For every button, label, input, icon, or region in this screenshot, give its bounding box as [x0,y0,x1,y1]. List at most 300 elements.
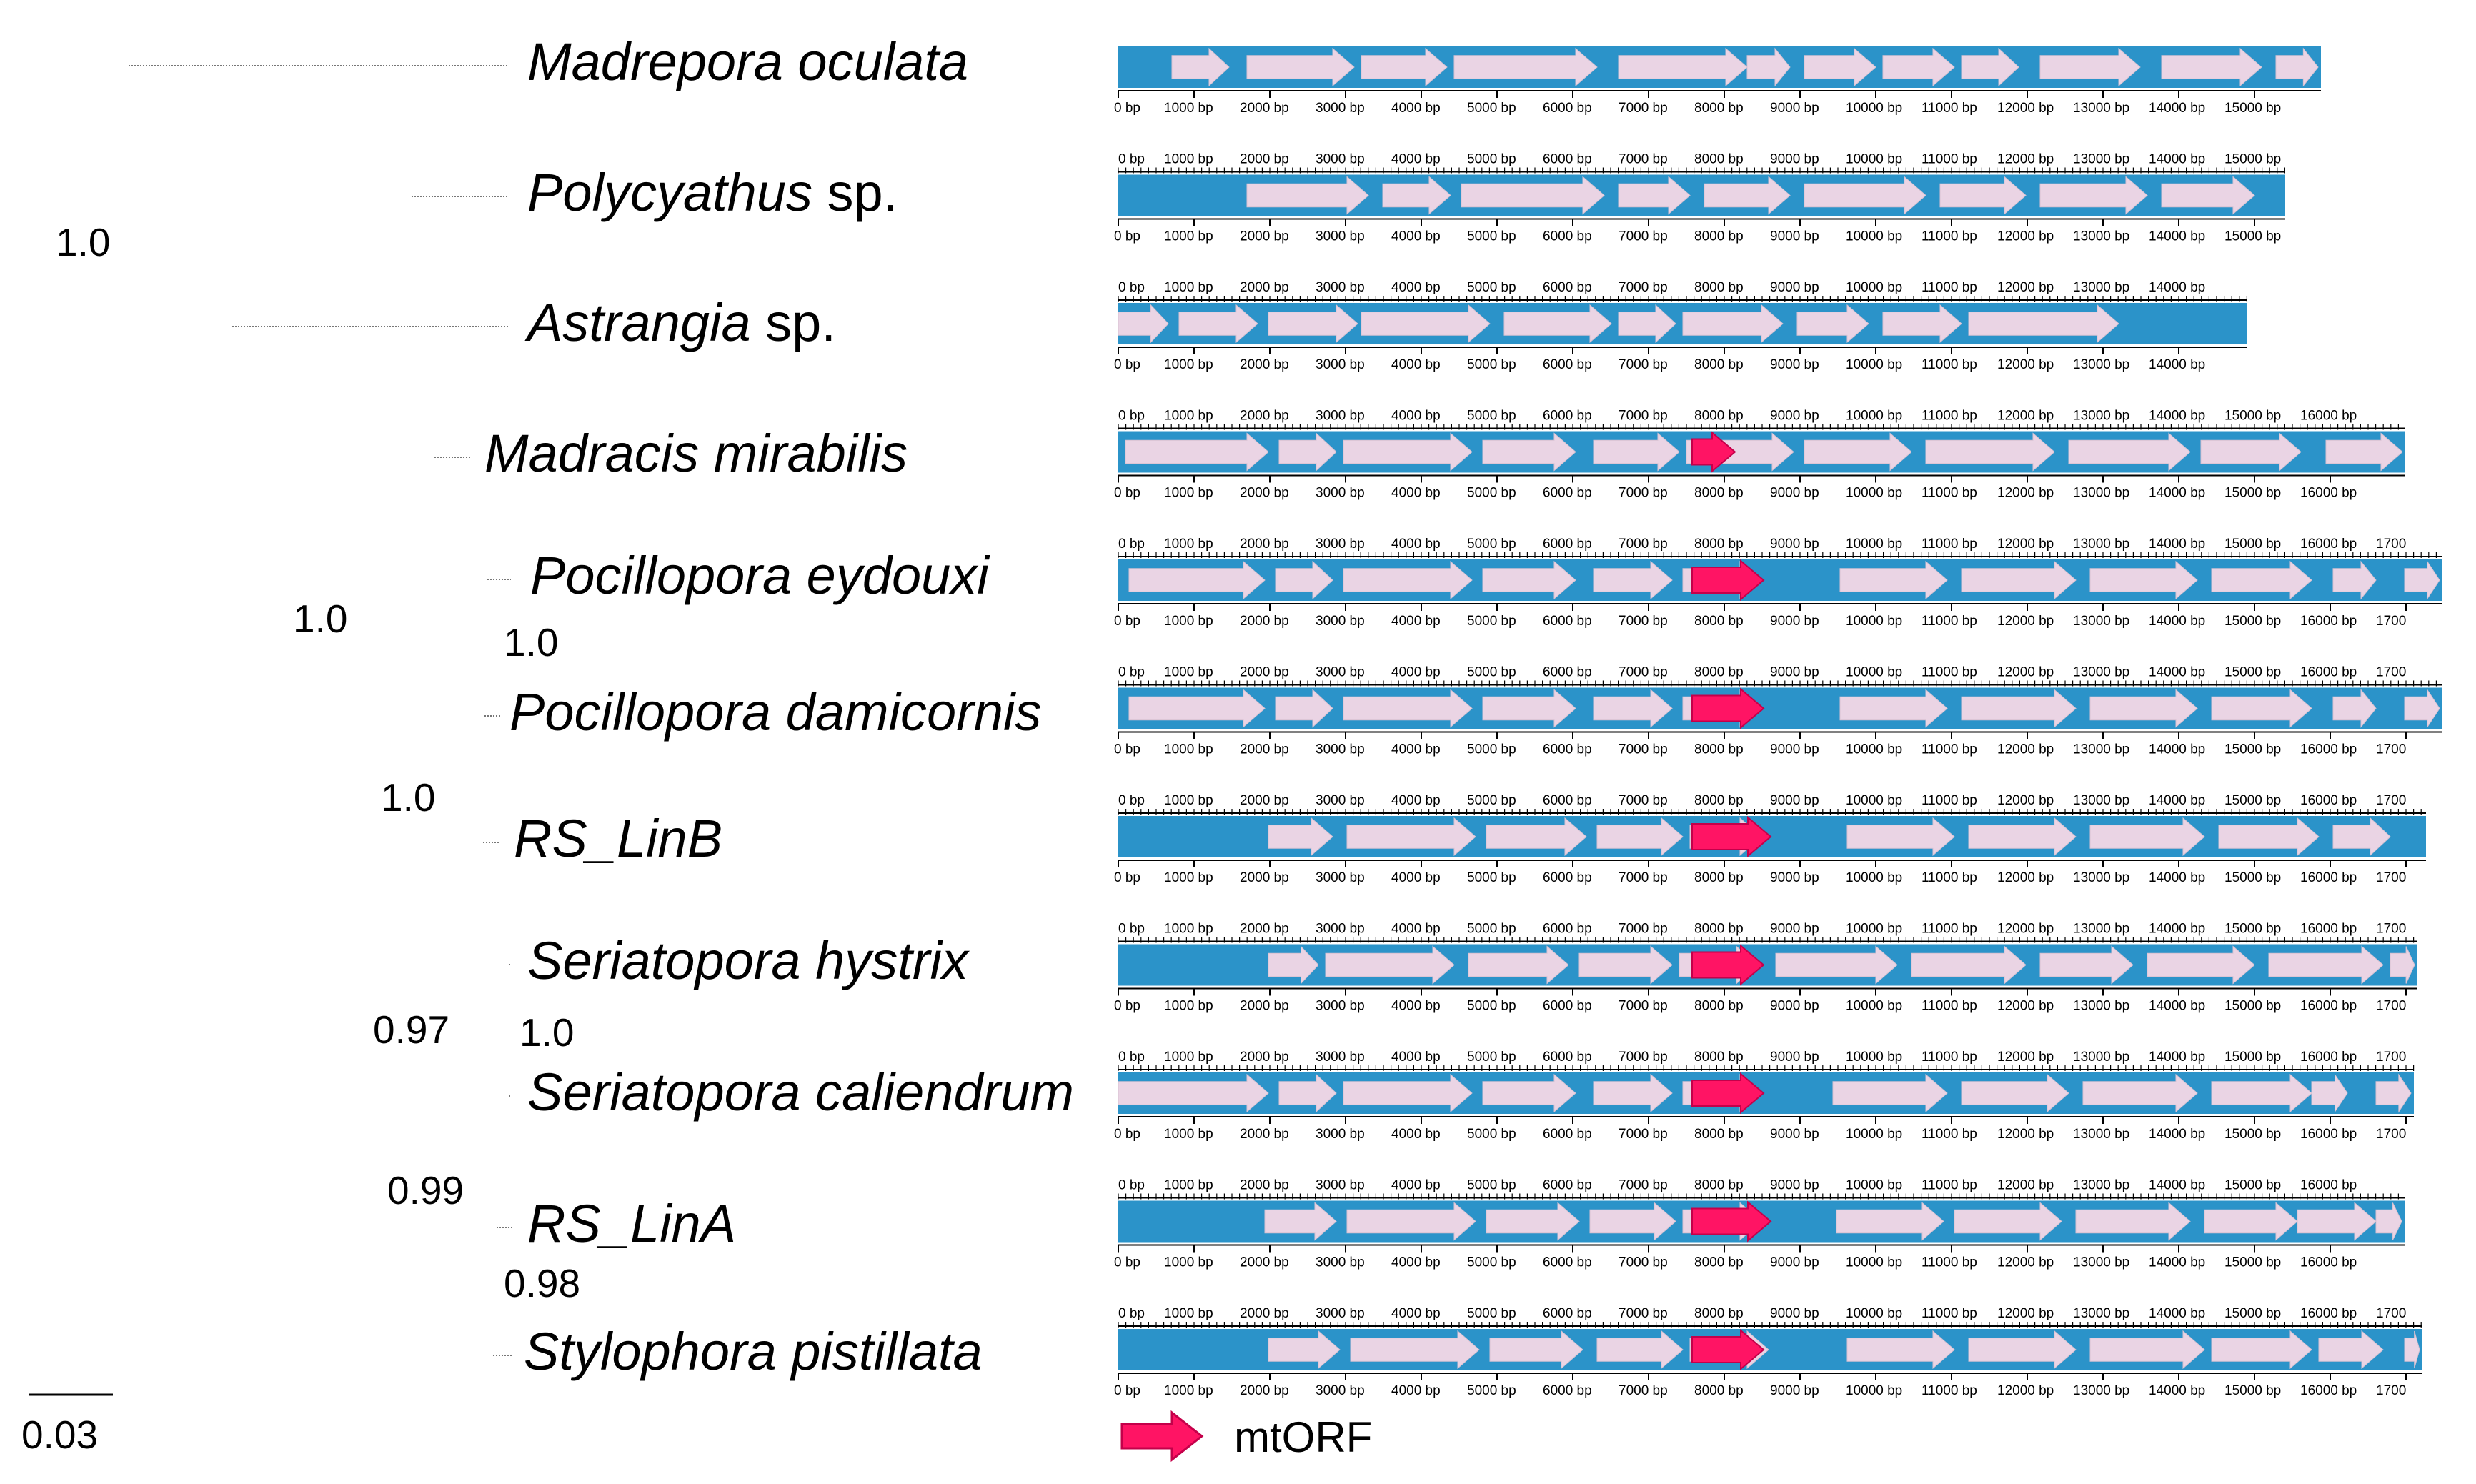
axis-tick-label: 1700 [2376,998,2407,1014]
axis-tick-label: 14000 bp [2149,664,2206,680]
axis-tick-label: 1000 bp [1164,280,1213,295]
genome-top-axis [1118,1178,2405,1200]
taxon-name-suffix: sp. [812,163,898,222]
axis-tick-label: 3000 bp [1316,1127,1365,1142]
taxon-name-italic: Polycyathus [527,163,812,222]
axis-tick-label: 9000 bp [1770,1177,1819,1193]
genome-map-row [1114,793,2426,885]
taxon-label [514,809,722,868]
axis-tick-label: 11000 bp [1921,1306,1977,1321]
axis-tick-label: 1000 bp [1164,101,1213,116]
axis-tick-label: 14000 bp [2149,151,2206,167]
axis-tick-label: 16000 bp [2300,870,2357,885]
axis-tick-label: 2000 bp [1240,1383,1289,1398]
axis-tick-label: 6000 bp [1543,151,1592,167]
axis-tick-label: 14000 bp [2149,921,2206,937]
axis-tick-label: 2000 bp [1240,793,1289,808]
axis-tick-label: 0 bp [1114,229,1140,244]
taxon-name-italic: Seriatopora hystrix [527,931,968,990]
axis-tick-label: 7000 bp [1619,921,1668,937]
axis-tick-label: 14000 bp [2149,1383,2206,1398]
axis-tick-label: 1700 [2376,1050,2407,1065]
legend-label: mtORF [1234,1413,1373,1461]
axis-tick-label: 4000 bp [1391,742,1441,757]
axis-tick-label: 5000 bp [1467,1255,1516,1270]
genome-bottom-axis [1114,347,2247,372]
genome-top-axis [1118,665,2442,687]
axis-tick-label: 5000 bp [1467,101,1516,116]
axis-tick-label: 14000 bp [2149,1127,2206,1142]
axis-tick-label: 14000 bp [2149,870,2206,885]
axis-tick-label: 2000 bp [1240,537,1289,552]
axis-tick-label: 4000 bp [1391,793,1441,808]
axis-tick-label: 6000 bp [1543,664,1592,680]
axis-tick-label: 4000 bp [1391,408,1441,424]
taxon-name-italic: Astrangia [527,293,751,352]
axis-tick-label: 16000 bp [2300,408,2357,424]
axis-tick-label: 6000 bp [1543,1306,1592,1321]
genome-maps [1114,46,2442,1398]
axis-tick-label: 3000 bp [1316,742,1365,757]
axis-tick-label: 1000 bp [1164,1306,1213,1321]
axis-tick-label: 3000 bp [1316,485,1365,501]
axis-tick-label: 8000 bp [1694,921,1744,937]
axis-tick-label: 16000 bp [2300,614,2357,629]
axis-tick-label: 15000 bp [2224,1177,2282,1193]
axis-tick-label: 0 bp [1118,1306,1145,1321]
node-support-value: 1.0 [504,620,559,664]
axis-tick-label: 9000 bp [1770,229,1819,244]
axis-tick-label: 9000 bp [1770,921,1819,937]
axis-tick-label: 15000 bp [2224,408,2282,424]
axis-tick-label: 6000 bp [1543,998,1592,1014]
axis-tick-label: 10000 bp [1846,101,1903,116]
genome-map-row [1114,537,2442,629]
axis-tick-label: 3000 bp [1316,151,1365,167]
axis-tick-label: 12000 bp [1997,1383,2054,1398]
axis-tick-label: 13000 bp [2073,998,2130,1014]
axis-tick-label: 0 bp [1118,1177,1145,1193]
axis-tick-label: 4000 bp [1391,537,1441,552]
axis-tick-label: 16000 bp [2300,793,2357,808]
axis-tick-label: 9000 bp [1770,1255,1819,1270]
axis-tick-label: 5000 bp [1467,357,1516,372]
axis-tick-label: 4000 bp [1391,229,1441,244]
axis-tick-label: 2000 bp [1240,1306,1289,1321]
axis-tick-label: 12000 bp [1997,357,2054,372]
axis-tick-label: 1000 bp [1164,1127,1213,1142]
genome-map-row [1114,922,2417,1014]
axis-tick-label: 15000 bp [2224,485,2282,501]
axis-tick-label: 10000 bp [1846,793,1903,808]
axis-tick-label: 13000 bp [2073,870,2130,885]
genome-map-row [1114,665,2442,757]
axis-tick-label: 1000 bp [1164,1255,1213,1270]
axis-tick-label: 15000 bp [2224,870,2282,885]
axis-tick-label: 11000 bp [1921,151,1977,167]
axis-tick-label: 0 bp [1118,793,1145,808]
axis-tick-label: 3000 bp [1316,793,1365,808]
axis-tick-label: 1000 bp [1164,664,1213,680]
axis-tick-label: 6000 bp [1543,1177,1592,1193]
axis-tick-label: 0 bp [1118,921,1145,937]
axis-tick-label: 15000 bp [2224,793,2282,808]
axis-tick-label: 1000 bp [1164,408,1213,424]
axis-tick-label: 11000 bp [1921,280,1977,295]
axis-tick-label: 9000 bp [1770,1306,1819,1321]
axis-tick-label: 15000 bp [2224,742,2282,757]
axis-tick-label: 6000 bp [1543,1050,1592,1065]
axis-tick-label: 8000 bp [1694,1383,1744,1398]
axis-tick-label: 3000 bp [1316,1306,1365,1321]
axis-tick-label: 12000 bp [1997,408,2054,424]
axis-tick-label: 10000 bp [1846,151,1903,167]
axis-tick-label: 9000 bp [1770,357,1819,372]
axis-tick-label: 0 bp [1114,1383,1140,1398]
axis-tick-label: 10000 bp [1846,1383,1903,1398]
axis-tick-label: 4000 bp [1391,1255,1441,1270]
axis-tick-label: 1700 [2376,921,2407,937]
axis-tick-label: 13000 bp [2073,1306,2130,1321]
axis-tick-label: 10000 bp [1846,870,1903,885]
axis-tick-label: 4000 bp [1391,485,1441,501]
axis-tick-label: 3000 bp [1316,1177,1365,1193]
axis-tick-label: 10000 bp [1846,1127,1903,1142]
axis-tick-label: 3000 bp [1316,998,1365,1014]
axis-tick-label: 13000 bp [2073,921,2130,937]
axis-tick-label: 3000 bp [1316,870,1365,885]
axis-tick-label: 9000 bp [1770,1050,1819,1065]
axis-tick-label: 14000 bp [2149,408,2206,424]
axis-tick-label: 12000 bp [1997,870,2054,885]
axis-tick-label: 12000 bp [1997,998,2054,1014]
axis-tick-label: 6000 bp [1543,793,1592,808]
taxon-label [527,1194,736,1253]
axis-tick-label: 16000 bp [2300,998,2357,1014]
axis-tick-label: 5000 bp [1467,1306,1516,1321]
axis-tick-label: 14000 bp [2149,1050,2206,1065]
genome-bottom-axis [1114,732,2442,757]
axis-tick-label: 11000 bp [1921,998,1977,1014]
axis-tick-label: 0 bp [1114,1127,1140,1142]
axis-tick-label: 7000 bp [1619,742,1668,757]
axis-tick-label: 4000 bp [1391,280,1441,295]
axis-tick-label: 11000 bp [1921,229,1977,244]
genome-top-axis [1118,1050,2414,1071]
scale-bar [21,1395,113,1457]
taxon-name-italic: Madrepora oculata [527,32,969,91]
axis-tick-label: 15000 bp [2224,614,2282,629]
axis-tick-label: 2000 bp [1240,280,1289,295]
axis-tick-label: 6000 bp [1543,921,1592,937]
axis-tick-label: 1000 bp [1164,793,1213,808]
axis-tick-label: 3000 bp [1316,408,1365,424]
genome-map-row [1114,1306,2422,1398]
axis-tick-label: 5000 bp [1467,537,1516,552]
genome-bottom-axis [1114,1117,2414,1142]
genome-map-row [1114,152,2285,244]
taxon-name-italic: RS_LinA [527,1194,737,1253]
axis-tick-label: 12000 bp [1997,1050,2054,1065]
axis-tick-label: 1000 bp [1164,151,1213,167]
axis-tick-label: 15000 bp [2224,921,2282,937]
genome-top-axis [1118,922,2417,943]
axis-tick-label: 1700 [2376,1127,2407,1142]
axis-tick-label: 2000 bp [1240,101,1289,116]
axis-tick-label: 11000 bp [1921,537,1977,552]
axis-tick-label: 12000 bp [1997,742,2054,757]
axis-tick-label: 14000 bp [2149,485,2206,501]
mtorf-legend-arrow [1122,1413,1202,1460]
scale-bar-label: 0.03 [21,1413,99,1457]
axis-tick-label: 14000 bp [2149,101,2206,116]
axis-tick-label: 12000 bp [1997,1127,2054,1142]
axis-tick-label: 10000 bp [1846,485,1903,501]
axis-tick-label: 3000 bp [1316,537,1365,552]
axis-tick-label: 1000 bp [1164,537,1213,552]
axis-tick-label: 4000 bp [1391,357,1441,372]
axis-tick-label: 10000 bp [1846,229,1903,244]
axis-tick-label: 15000 bp [2224,101,2282,116]
axis-tick-label: 2000 bp [1240,151,1289,167]
axis-tick-label: 1000 bp [1164,998,1213,1014]
axis-tick-label: 6000 bp [1543,280,1592,295]
axis-tick-label: 5000 bp [1467,614,1516,629]
axis-tick-label: 0 bp [1114,1255,1140,1270]
axis-tick-label: 13000 bp [2073,742,2130,757]
axis-tick-label: 11000 bp [1921,664,1977,680]
axis-tick-label: 1700 [2376,793,2407,808]
axis-tick-label: 1700 [2376,742,2407,757]
axis-tick-label: 14000 bp [2149,1177,2206,1193]
axis-tick-label: 16000 bp [2300,742,2357,757]
axis-tick-label: 9000 bp [1770,870,1819,885]
node-support-value: 0.97 [373,1007,450,1052]
axis-tick-label: 13000 bp [2073,614,2130,629]
axis-tick-label: 13000 bp [2073,1127,2130,1142]
taxon-name-italic: Madracis mirabilis [484,424,908,483]
axis-tick-label: 8000 bp [1694,1255,1744,1270]
axis-tick-label: 7000 bp [1619,998,1668,1014]
taxon-label [527,1062,1074,1122]
axis-tick-label: 6000 bp [1543,1255,1592,1270]
axis-tick-label: 2000 bp [1240,614,1289,629]
axis-tick-label: 9000 bp [1770,101,1819,116]
axis-tick-label: 6000 bp [1543,408,1592,424]
axis-tick-label: 11000 bp [1921,1127,1977,1142]
axis-tick-label: 14000 bp [2149,357,2206,372]
axis-tick-label: 0 bp [1118,151,1145,167]
axis-tick-label: 5000 bp [1467,1383,1516,1398]
axis-tick-label: 16000 bp [2300,1255,2357,1270]
axis-tick-label: 7000 bp [1619,793,1668,808]
axis-tick-label: 2000 bp [1240,1177,1289,1193]
axis-tick-label: 0 bp [1114,870,1140,885]
axis-tick-label: 3000 bp [1316,1255,1365,1270]
axis-tick-label: 0 bp [1114,998,1140,1014]
axis-tick-label: 2000 bp [1240,921,1289,937]
genome-bottom-axis [1114,476,2405,501]
axis-tick-label: 14000 bp [2149,614,2206,629]
axis-tick-label: 3000 bp [1316,229,1365,244]
taxon-name-italic: Pocillopora eydouxi [530,546,989,605]
axis-tick-label: 14000 bp [2149,280,2206,295]
axis-tick-label: 15000 bp [2224,229,2282,244]
axis-tick-label: 4000 bp [1391,1306,1441,1321]
axis-tick-label: 8000 bp [1694,793,1744,808]
taxon-label [527,931,970,990]
axis-tick-label: 8000 bp [1694,614,1744,629]
node-support-value: 0.99 [387,1168,464,1212]
axis-tick-label: 15000 bp [2224,151,2282,167]
axis-tick-label: 16000 bp [2300,921,2357,937]
axis-tick-label: 8000 bp [1694,742,1744,757]
axis-tick-label: 10000 bp [1846,357,1903,372]
axis-tick-label: 7000 bp [1619,151,1668,167]
axis-tick-label: 3000 bp [1316,280,1365,295]
axis-tick-label: 13000 bp [2073,1255,2130,1270]
axis-tick-label: 9000 bp [1770,742,1819,757]
taxon-label [527,163,898,222]
axis-tick-label: 7000 bp [1619,357,1668,372]
taxon-name-italic: Pocillopora damicornis [509,682,1042,742]
axis-tick-label: 0 bp [1114,614,1140,629]
axis-tick-label: 1000 bp [1164,921,1213,937]
axis-tick-label: 6000 bp [1543,742,1592,757]
genome-top-axis [1118,280,2247,302]
axis-tick-label: 7000 bp [1619,1255,1668,1270]
axis-tick-label: 14000 bp [2149,1255,2206,1270]
axis-tick-label: 1700 [2376,870,2407,885]
axis-tick-label: 1000 bp [1164,229,1213,244]
axis-tick-label: 8000 bp [1694,1127,1744,1142]
axis-tick-label: 4000 bp [1391,870,1441,885]
axis-tick-label: 9000 bp [1770,485,1819,501]
axis-tick-label: 16000 bp [2300,664,2357,680]
axis-tick-label: 13000 bp [2073,280,2130,295]
axis-tick-label: 13000 bp [2073,1383,2130,1398]
axis-tick-label: 16000 bp [2300,1383,2357,1398]
axis-tick-label: 1700 [2376,614,2407,629]
genome-map-row [1114,280,2247,372]
axis-tick-label: 9000 bp [1770,1127,1819,1142]
axis-tick-label: 15000 bp [2224,1050,2282,1065]
axis-tick-label: 10000 bp [1846,1050,1903,1065]
axis-tick-label: 2000 bp [1240,485,1289,501]
taxon-label [509,682,1041,742]
genome-top-axis [1118,793,2426,815]
axis-tick-label: 7000 bp [1619,664,1668,680]
axis-tick-label: 5000 bp [1467,870,1516,885]
node-support-value: 1.0 [519,1010,575,1055]
genome-bottom-axis [1114,91,2321,116]
axis-tick-label: 3000 bp [1316,664,1365,680]
axis-tick-label: 16000 bp [2300,1177,2357,1193]
axis-tick-label: 6000 bp [1543,229,1592,244]
axis-tick-label: 7000 bp [1619,280,1668,295]
axis-tick-label: 9000 bp [1770,614,1819,629]
axis-tick-label: 7000 bp [1619,1383,1668,1398]
taxon-name-italic: RS_LinB [514,809,723,868]
taxon-label [484,424,908,483]
axis-tick-label: 12000 bp [1997,1306,2054,1321]
axis-tick-label: 13000 bp [2073,357,2130,372]
axis-tick-label: 15000 bp [2224,998,2282,1014]
axis-tick-label: 4000 bp [1391,664,1441,680]
axis-tick-label: 11000 bp [1921,1050,1977,1065]
axis-tick-label: 15000 bp [2224,1383,2282,1398]
axis-tick-label: 5000 bp [1467,485,1516,501]
axis-tick-label: 7000 bp [1619,101,1668,116]
axis-tick-label: 16000 bp [2300,1050,2357,1065]
axis-tick-label: 15000 bp [2224,1255,2282,1270]
axis-tick-label: 4000 bp [1391,1127,1441,1142]
axis-tick-label: 13000 bp [2073,1050,2130,1065]
axis-tick-label: 8000 bp [1694,870,1744,885]
axis-tick-label: 14000 bp [2149,229,2206,244]
axis-tick-label: 6000 bp [1543,614,1592,629]
axis-tick-label: 7000 bp [1619,485,1668,501]
axis-tick-label: 13000 bp [2073,229,2130,244]
axis-tick-label: 7000 bp [1619,1177,1668,1193]
axis-tick-label: 1000 bp [1164,485,1213,501]
axis-tick-label: 12000 bp [1997,614,2054,629]
axis-tick-label: 9000 bp [1770,793,1819,808]
axis-tick-label: 5000 bp [1467,280,1516,295]
axis-tick-label: 0 bp [1114,101,1140,116]
axis-tick-label: 16000 bp [2300,1306,2357,1321]
axis-tick-label: 12000 bp [1997,485,2054,501]
axis-tick-label: 9000 bp [1770,537,1819,552]
axis-tick-label: 7000 bp [1619,408,1668,424]
axis-tick-label: 13000 bp [2073,664,2130,680]
axis-tick-label: 8000 bp [1694,664,1744,680]
axis-tick-label: 11000 bp [1921,793,1977,808]
axis-tick-label: 5000 bp [1467,1127,1516,1142]
axis-tick-label: 3000 bp [1316,921,1365,937]
axis-tick-label: 10000 bp [1846,921,1903,937]
taxon-label [530,546,990,605]
genome-bottom-axis [1114,989,2417,1014]
axis-tick-label: 6000 bp [1543,537,1592,552]
axis-tick-label: 8000 bp [1694,408,1744,424]
axis-tick-label: 2000 bp [1240,742,1289,757]
genome-bottom-axis [1114,604,2442,629]
axis-tick-label: 3000 bp [1316,1383,1365,1398]
axis-tick-label: 5000 bp [1467,921,1516,937]
axis-tick-label: 7000 bp [1619,614,1668,629]
axis-tick-label: 13000 bp [2073,101,2130,116]
taxon-label [524,1322,983,1381]
taxon-name-italic: Seriatopora caliendrum [527,1062,1075,1122]
axis-tick-label: 1000 bp [1164,357,1213,372]
axis-tick-label: 5000 bp [1467,793,1516,808]
axis-tick-label: 10000 bp [1846,1306,1903,1321]
axis-tick-label: 16000 bp [2300,537,2357,552]
axis-tick-label: 9000 bp [1770,1383,1819,1398]
axis-tick-label: 11000 bp [1921,357,1977,372]
axis-tick-label: 10000 bp [1846,1177,1903,1193]
node-support-value: 1.0 [293,597,348,641]
axis-tick-label: 15000 bp [2224,537,2282,552]
axis-tick-label: 11000 bp [1921,1383,1977,1398]
axis-tick-label: 8000 bp [1694,151,1744,167]
genome-map-row [1114,409,2405,501]
axis-tick-label: 0 bp [1114,357,1140,372]
axis-tick-label: 6000 bp [1543,1127,1592,1142]
taxon-name-suffix: sp. [750,293,836,352]
axis-tick-label: 6000 bp [1543,870,1592,885]
